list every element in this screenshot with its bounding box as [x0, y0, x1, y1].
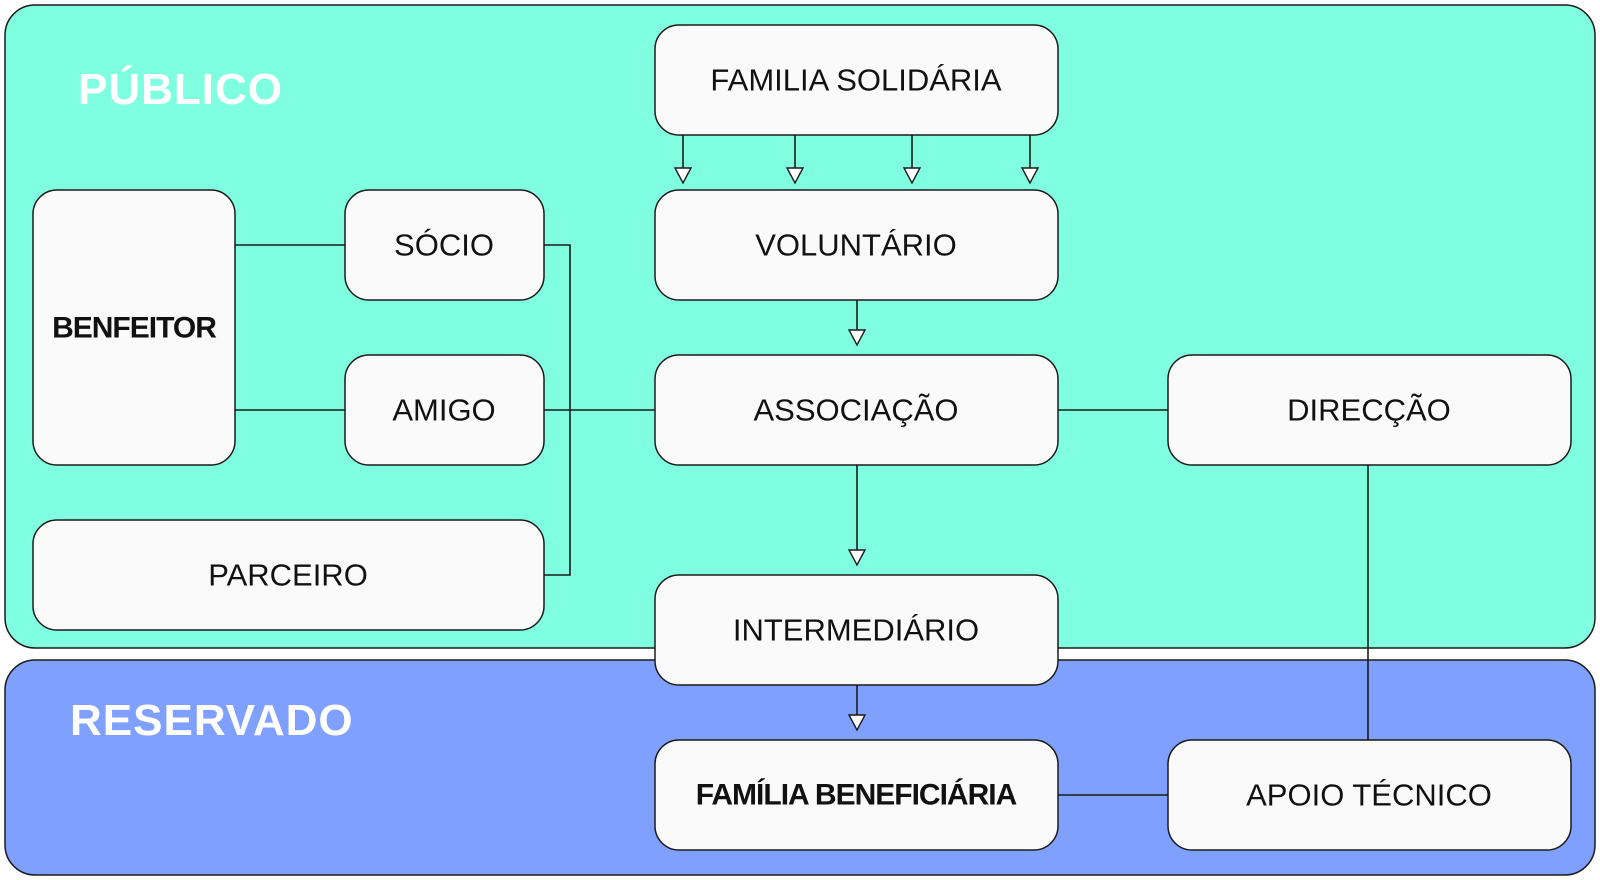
node-apoio-tecnico-label: APOIO TÉCNICO [1246, 777, 1492, 813]
node-familia-beneficiaria-label: FAMÍLIA BENEFICIÁRIA [695, 778, 1017, 812]
node-direccao-label: DIRECÇÃO [1287, 392, 1451, 428]
node-benfeitor-label: BENFEITOR [52, 311, 216, 345]
node-familia-beneficiaria [655, 740, 1058, 850]
node-associacao [655, 355, 1058, 465]
node-socio [345, 190, 544, 300]
node-familia-solidaria-label: FAMILIA SOLIDÁRIA [710, 62, 1002, 98]
node-apoio-tecnico [1168, 740, 1571, 850]
reserved-region-label: RESERVADO [70, 696, 354, 745]
node-socio-label: SÓCIO [394, 227, 494, 263]
node-direccao [1168, 355, 1571, 465]
node-amigo-label: AMIGO [392, 392, 496, 428]
node-intermediario [655, 575, 1058, 685]
node-intermediario-label: INTERMEDIÁRIO [732, 612, 980, 648]
node-voluntario-label: VOLUNTÁRIO [755, 227, 957, 263]
node-parceiro [33, 520, 544, 630]
node-amigo [345, 355, 544, 465]
node-voluntario [655, 190, 1058, 300]
node-parceiro-label: PARCEIRO [208, 557, 368, 593]
node-associacao-label: ASSOCIAÇÃO [753, 392, 959, 428]
public-region-label: PÚBLICO [78, 65, 283, 114]
node-benfeitor [33, 190, 235, 465]
node-familia-solidaria [655, 25, 1058, 135]
